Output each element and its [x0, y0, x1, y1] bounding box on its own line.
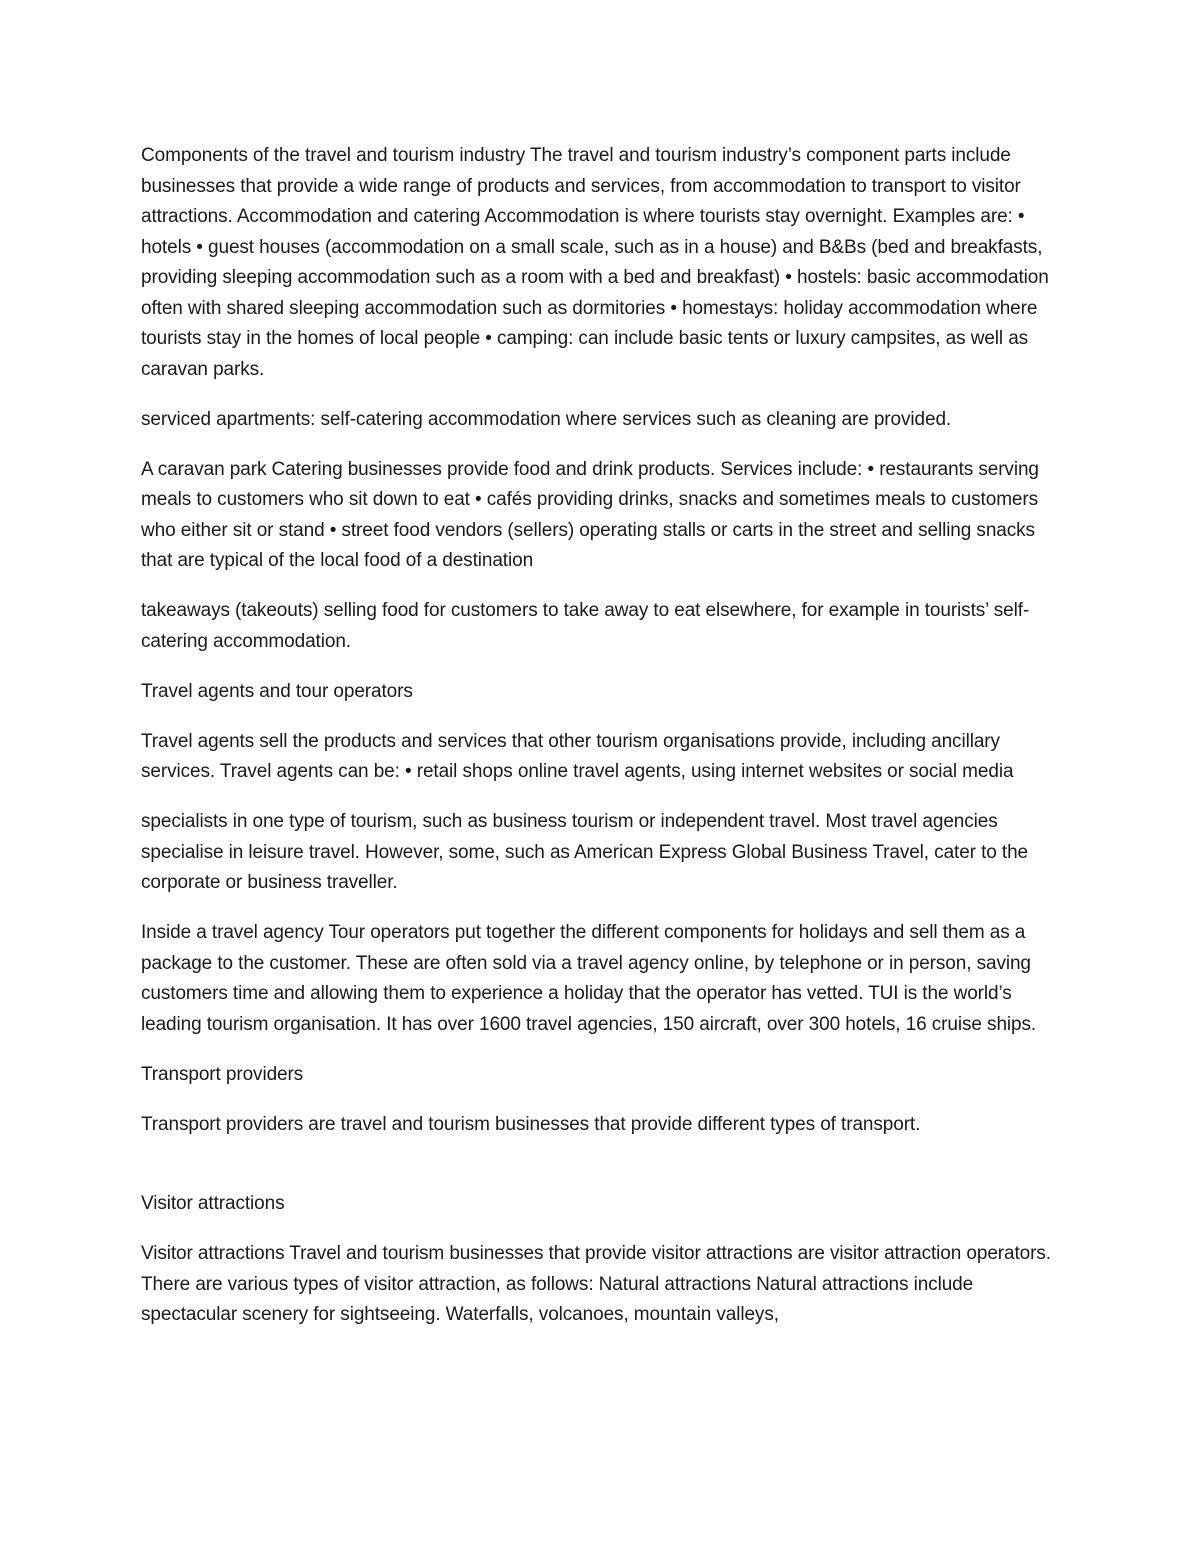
paragraph-visitor-attractions: Visitor attractions Travel and tourism businesses that provide visitor attractions are visitor attraction operators. There are various types of visitor attraction, as follows: Natural attractions Natural attractions include spectacular scenery for sightseeing. Waterfalls, volcanoes, mountain valleys, — [141, 1243, 1051, 1325]
paragraph-serviced-apartments: serviced apartments: self-catering accommodation where services such as cleaning are provided. — [141, 408, 952, 430]
paragraph-catering: A caravan park Catering businesses provide food and drink products. Services include: • restaurants serving meals to customers who sit down to eat • cafés providing drinks, snacks and sometimes meals to customers who either sit or stand • street food vendors (sellers) operating stalls or carts in the street and selling snacks that are typical of the local food of a destination — [141, 458, 1039, 571]
document-body — [141, 141, 1066, 1350]
paragraph-takeaways: takeaways (takeouts) selling food for customers to take away to eat elsewhere, for example in tourists’ self-catering accommodation. — [141, 600, 1030, 652]
paragraph-components-intro: Components of the travel and tourism industry The travel and tourism industry’s component parts include businesses that provide a wide range of products and services, from accommodation to transport to visitor attractions. Accommodation and catering Accommodation is where tourists stay overnight. Examples are: • hotels • guest houses (accommodation on a small scale, such as in a house) and B&Bs (bed and breakfasts, providing sleeping accommodation such as a room with a bed and breakfast) • hostels: basic accommodation often with shared sleeping accommodation such as dormitories • homestays: holiday accommodation where tourists stay in the homes of local people • camping: can include basic tents or luxury campsites, as well as caravan parks. — [141, 145, 1049, 380]
paragraph-specialists: specialists in one type of tourism, such as business tourism or independent travel. Most travel agencies specialise in leisure travel. However, some, such as American Express Global Business Travel, cater to the corporate or business traveller. — [141, 811, 1029, 893]
paragraph-transport-providers: Transport providers are travel and tourism businesses that provide different types of transport. — [141, 1113, 921, 1135]
paragraph-tour-operators: Inside a travel agency Tour operators put together the different components for holidays and sell them as a package to the customer. These are often sold via a travel agency online, by telephone or in person, saving customers time and allowing them to experience a holiday that the operator has vetted. TUI is the world’s leading tourism organisation. It has over 1600 travel agencies, 150 aircraft, over 300 hotels, 16 cruise ships. — [141, 922, 1037, 1035]
heading-transport-providers: Transport providers — [141, 1063, 304, 1085]
heading-visitor-attractions: Visitor attractions — [141, 1193, 285, 1214]
heading-travel-agents: Travel agents and tour operators — [141, 680, 413, 702]
paragraph-travel-agents: Travel agents sell the products and services that other tourism organisations provide, including ancillary services. Travel agents can be: • retail shops online travel agents, using internet websites or social media — [141, 730, 1014, 782]
